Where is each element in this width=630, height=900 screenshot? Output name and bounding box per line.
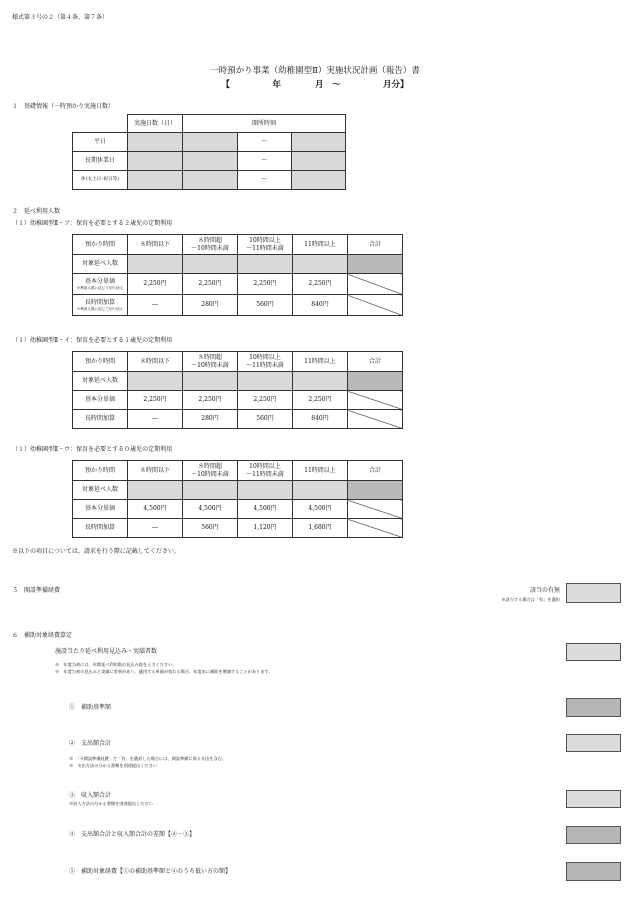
section-6-heading: ６ 補助対象経費算定 (12, 632, 73, 639)
long-hours-cell: 280円 (183, 295, 238, 316)
usage-header-cell: ８時間以下 (128, 235, 183, 255)
diagonal-cell (348, 274, 403, 295)
target-count-input[interactable] (238, 481, 293, 500)
weekday-open-input[interactable] (183, 133, 238, 152)
diagonal-cell (348, 410, 403, 429)
usage-header-cell: 10時間以上 ～11時間未満 (238, 352, 293, 372)
facility-note-1: ※ 年度当初には、年間延べ利用数の見込み数を入力ください。 (55, 662, 177, 667)
long-hours-cell: 560円 (183, 519, 238, 538)
usage-header-cell: 預かり時間 (73, 461, 128, 481)
tilde: ～ (238, 171, 292, 190)
base-rate-cell: 2,250円 (238, 391, 293, 410)
section-2-heading: ２ 延べ利用人数 (12, 208, 61, 215)
usage-header-cell: 預かり時間 (73, 352, 128, 372)
long-hours-cell: 280円 (183, 410, 238, 429)
long-hours-cell: 1,120円 (238, 519, 293, 538)
target-count-total (348, 255, 403, 274)
usage-table (72, 234, 403, 316)
long-hours-cell: 840円 (293, 295, 348, 316)
usage-header-cell: 合計 (348, 352, 403, 372)
weekday-days-input[interactable] (128, 133, 183, 152)
base-rate-cell: 2,250円 (293, 274, 348, 295)
base-rate-cell: 2,250円 (293, 391, 348, 410)
long-hours-cell: ― (128, 519, 183, 538)
item-3-note: ※収入方法の分かる書類を別途提出ください (69, 801, 153, 806)
item-3-input[interactable] (566, 790, 621, 808)
long-hours-cell: 1,680円 (293, 519, 348, 538)
base-rate-cell: 2,250円 (128, 274, 183, 295)
usage-header-cell: 合計 (348, 235, 403, 255)
row-weekday: 平日 (73, 133, 128, 152)
note-main: ※以下の項目については、請求を行う際に記載してください。 (12, 548, 180, 555)
usage-header-cell: ８時間超 ～10時間未満 (183, 461, 238, 481)
usage-header-cell: 合計 (348, 461, 403, 481)
long-hours-cell: ― (128, 295, 183, 316)
item-2-label: ② 支出額合計 (69, 740, 112, 747)
item-4-label: ④ 支出額合計と収入額合計の差額【②－③】 (69, 831, 196, 838)
target-count-total (348, 372, 403, 391)
col-days-header: 実施日数（日） (128, 115, 183, 133)
form-number: 様式第３号の２（第４条、第７条） (12, 14, 109, 21)
item-2-input[interactable] (566, 734, 621, 752)
facility-note-2: ※ 年度当初の見込みと実績に差異があり、適用する単価が変わる場合、年度末に補助を増減することがあります。 (55, 669, 273, 674)
target-count-input[interactable] (183, 255, 238, 274)
item-5-value (566, 862, 621, 881)
long-hours-cell: 560円 (238, 410, 293, 429)
applicable-label: 該当の有無 (529, 587, 560, 594)
tilde: ～ (238, 133, 292, 152)
target-count-label: 対象延べ人数 (73, 481, 128, 500)
long-holiday-days-input[interactable] (128, 152, 183, 171)
base-rate-cell: 2,250円 (183, 274, 238, 295)
page-title: 一時預かり事業（幼稚園型Ⅱ）実施状況計画（報告）書 (210, 66, 420, 76)
usage-table-title: （１）幼稚園型Ⅱ・ウ：保育を必要とする０歳児の定期利用 (12, 446, 173, 453)
usage-table (72, 460, 403, 538)
item-1-value (566, 698, 621, 717)
section-5-heading: ５ 開設準備経費 (12, 587, 61, 594)
usage-table (72, 351, 403, 429)
long-hours-cell: 840円 (293, 410, 348, 429)
usage-table-title: （１）幼稚園型Ⅱ・ア：保育を必要とする２歳児の定期利用 (12, 220, 173, 227)
target-count-input[interactable] (128, 481, 183, 500)
usage-header-cell: 10時間以上 ～11時間未満 (238, 235, 293, 255)
holiday-open-input[interactable] (183, 171, 238, 190)
diagonal-cell (348, 391, 403, 410)
base-rate-cell: 2,250円 (128, 391, 183, 410)
diagonal-cell (348, 500, 403, 519)
target-count-input[interactable] (238, 255, 293, 274)
long-hours-label: 長時間加算 ※利用人数に応じて切り捨え (73, 295, 128, 316)
target-count-input[interactable] (128, 372, 183, 391)
holiday-close-input[interactable] (292, 171, 346, 190)
usage-header-cell: 10時間以上 ～11時間未満 (238, 461, 293, 481)
base-rate-cell: 2,250円 (183, 391, 238, 410)
item-4-value (566, 826, 621, 844)
long-hours-sub: ※利用人数に応じて切り捨え (76, 306, 124, 311)
base-rate-cell: 4,500円 (293, 500, 348, 519)
usage-table-title: （１）幼稚園型Ⅱ・イ：保育を必要とする１歳児の定期利用 (12, 337, 173, 344)
weekday-close-input[interactable] (292, 133, 346, 152)
diagonal-cell (348, 295, 403, 316)
long-hours-label: 長時間加算 (73, 410, 128, 429)
long-hours-cell: ― (128, 410, 183, 429)
section-1-heading: １ 基礎情報（一時預かり実施日数） (12, 103, 115, 110)
applicable-select[interactable] (566, 583, 621, 603)
tilde: ～ (238, 152, 292, 171)
row-long-holiday: 長期休業日 (73, 152, 128, 171)
target-count-input[interactable] (183, 372, 238, 391)
target-count-input[interactable] (183, 481, 238, 500)
long-hours-cell: 560円 (238, 295, 293, 316)
usage-header-cell: 預かり時間 (73, 235, 128, 255)
holiday-days-input[interactable] (128, 171, 183, 190)
item-3-label: ③ 収入額合計 (69, 792, 112, 799)
target-count-input[interactable] (293, 481, 348, 500)
facility-usage-input[interactable] (566, 643, 621, 661)
base-rate-cell: 4,500円 (183, 500, 238, 519)
target-count-label: 対象延べ人数 (73, 255, 128, 274)
target-count-input[interactable] (293, 372, 348, 391)
base-rate-label: 基本分単価 (73, 500, 128, 519)
long-holiday-open-input[interactable] (183, 152, 238, 171)
item-2-note-2: ※ 支出方法の分かる書類を別途提出ください (69, 763, 157, 768)
item-1-label: ① 補助基準額 (69, 704, 112, 711)
target-count-input[interactable] (128, 255, 183, 274)
target-count-input[interactable] (238, 372, 293, 391)
usage-header-cell: 11時間以上 (293, 352, 348, 372)
base-rate-label: 基本分単価 ※利用人数に応じて切り捨え (73, 274, 128, 295)
basic-info-table (72, 114, 346, 190)
usage-header-cell: 11時間以上 (293, 461, 348, 481)
row-holiday: 休日(土日･祝日等) (73, 171, 128, 190)
usage-header-cell: ８時間以下 (128, 461, 183, 481)
item-2-note-1: ※ 「４開設準備経費」で「有」を選択した場合には、開設準備に係る支出を含む。 (69, 756, 227, 761)
target-count-label: 対象延べ人数 (73, 372, 128, 391)
base-rate-cell: 4,500円 (238, 500, 293, 519)
report-period: 【 年 月 ～ 月分】 (221, 80, 409, 90)
facility-usage-label: 施設当たり延べ利用見込み・実績者数 (55, 648, 158, 655)
base-rate-label: 基本分単価 (73, 391, 128, 410)
diagonal-cell (348, 519, 403, 538)
applicable-note: ※該当する場合は「有」を選択 (501, 597, 560, 602)
base-rate-cell: 2,250円 (238, 274, 293, 295)
long-hours-label: 長時間加算 (73, 519, 128, 538)
target-count-input[interactable] (293, 255, 348, 274)
usage-header-cell: ８時間超 ～10時間未満 (183, 235, 238, 255)
col-hours-header: 開所時刻 (183, 115, 346, 133)
base-rate-cell: 4,500円 (128, 500, 183, 519)
base-rate-sub: ※利用人数に応じて切り捨え (76, 285, 124, 290)
usage-header-cell: ８時間以下 (128, 352, 183, 372)
long-holiday-close-input[interactable] (292, 152, 346, 171)
usage-header-cell: ８時間超 ～10時間未満 (183, 352, 238, 372)
item-5-label: ⑤ 補助対象経費【①の補助基準額と④のうち低い方の額】 (69, 868, 232, 875)
target-count-total (348, 481, 403, 500)
usage-header-cell: 11時間以上 (293, 235, 348, 255)
